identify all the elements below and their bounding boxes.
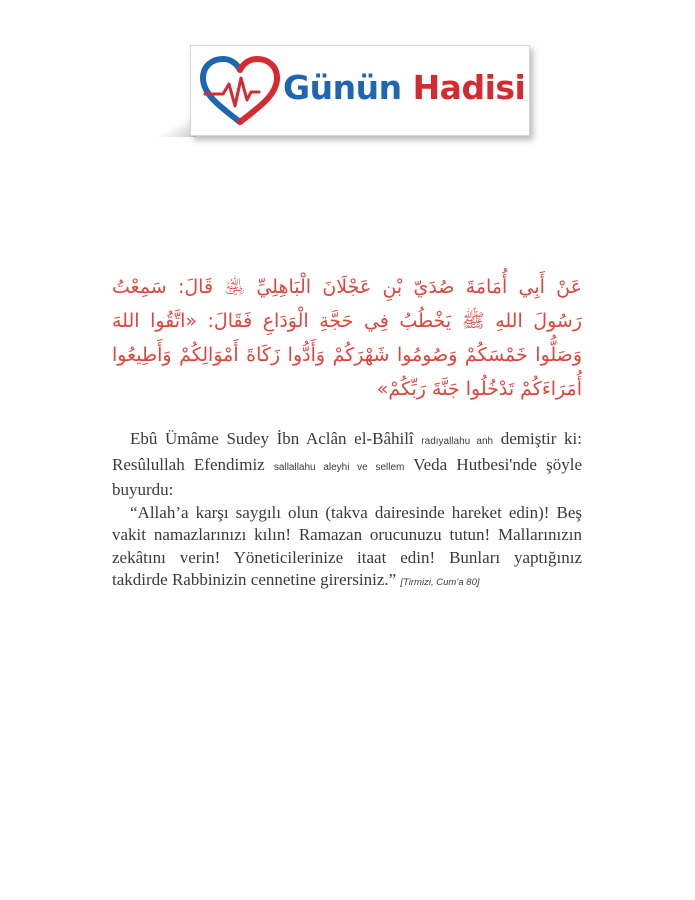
narration-part-2: demiştir ki: Resûlullah Efendimiz (112, 429, 583, 474)
logo-box (190, 45, 530, 136)
hadith-quote: “Allah’a karşı saygılı olun (takva dairesinde hareket edin)! Beş vakit namazlarınızı kılın! Ramazan orucunuzu tutun! Mallarınızın zekâtını verin! Yöneticilerinize itaat edin! Bunları yaptığınız takdirde Rabbinizin cennetine girersiniz.” (112, 502, 582, 589)
narration-paragraph (112, 428, 582, 502)
logo-word-gunun: Günün (283, 68, 402, 107)
logo-word-hadisi: Hadisi (412, 68, 526, 107)
hadith-source: [Tirmizi, Cum’a 80] (400, 577, 480, 588)
arabic-hadith-text: عَنْ أَبِي أُمَامَةَ صُدَيّ بْنِ عَجْلَانَ الْبَاهِلِيِّ ﵁ قَالَ: سَمِعْتُ رَسُولَ اللهِ ﷺ يَخْطُبُ فِي حَجَّةِ الْوَدَاعِ فَقَالَ: «اتَّقُوا اللهَ وَصَلُّوا خَمْسَكُمْ وَصُومُوا شَهْرَكُمْ وَأَدُّوا زَكَاةَ أَمْوَالِكُمْ وَأَطِيعُوا أُمَرَاءَكُمْ تَدْخُلُوا جَنَّةَ رَبِّكُمْ» (112, 276, 582, 400)
logo-title (283, 68, 525, 107)
turkish-translation (112, 428, 582, 595)
radiyallahu-anh: radıyallahu anh (421, 436, 494, 447)
logo-banner (190, 45, 530, 136)
narration-part-3: Veda Hutbesi'nde şöyle buyurdu: (112, 454, 582, 499)
narration-part-1: Ebû Ümâme Sudey İbn Aclân el-Bâhilî (130, 429, 422, 448)
heart-pulse-icon (199, 56, 281, 126)
hadith-quote-paragraph (112, 502, 582, 595)
sallallahu-aleyhi-ve-sellem: sallallahu aleyhi ve sellem (273, 461, 405, 473)
